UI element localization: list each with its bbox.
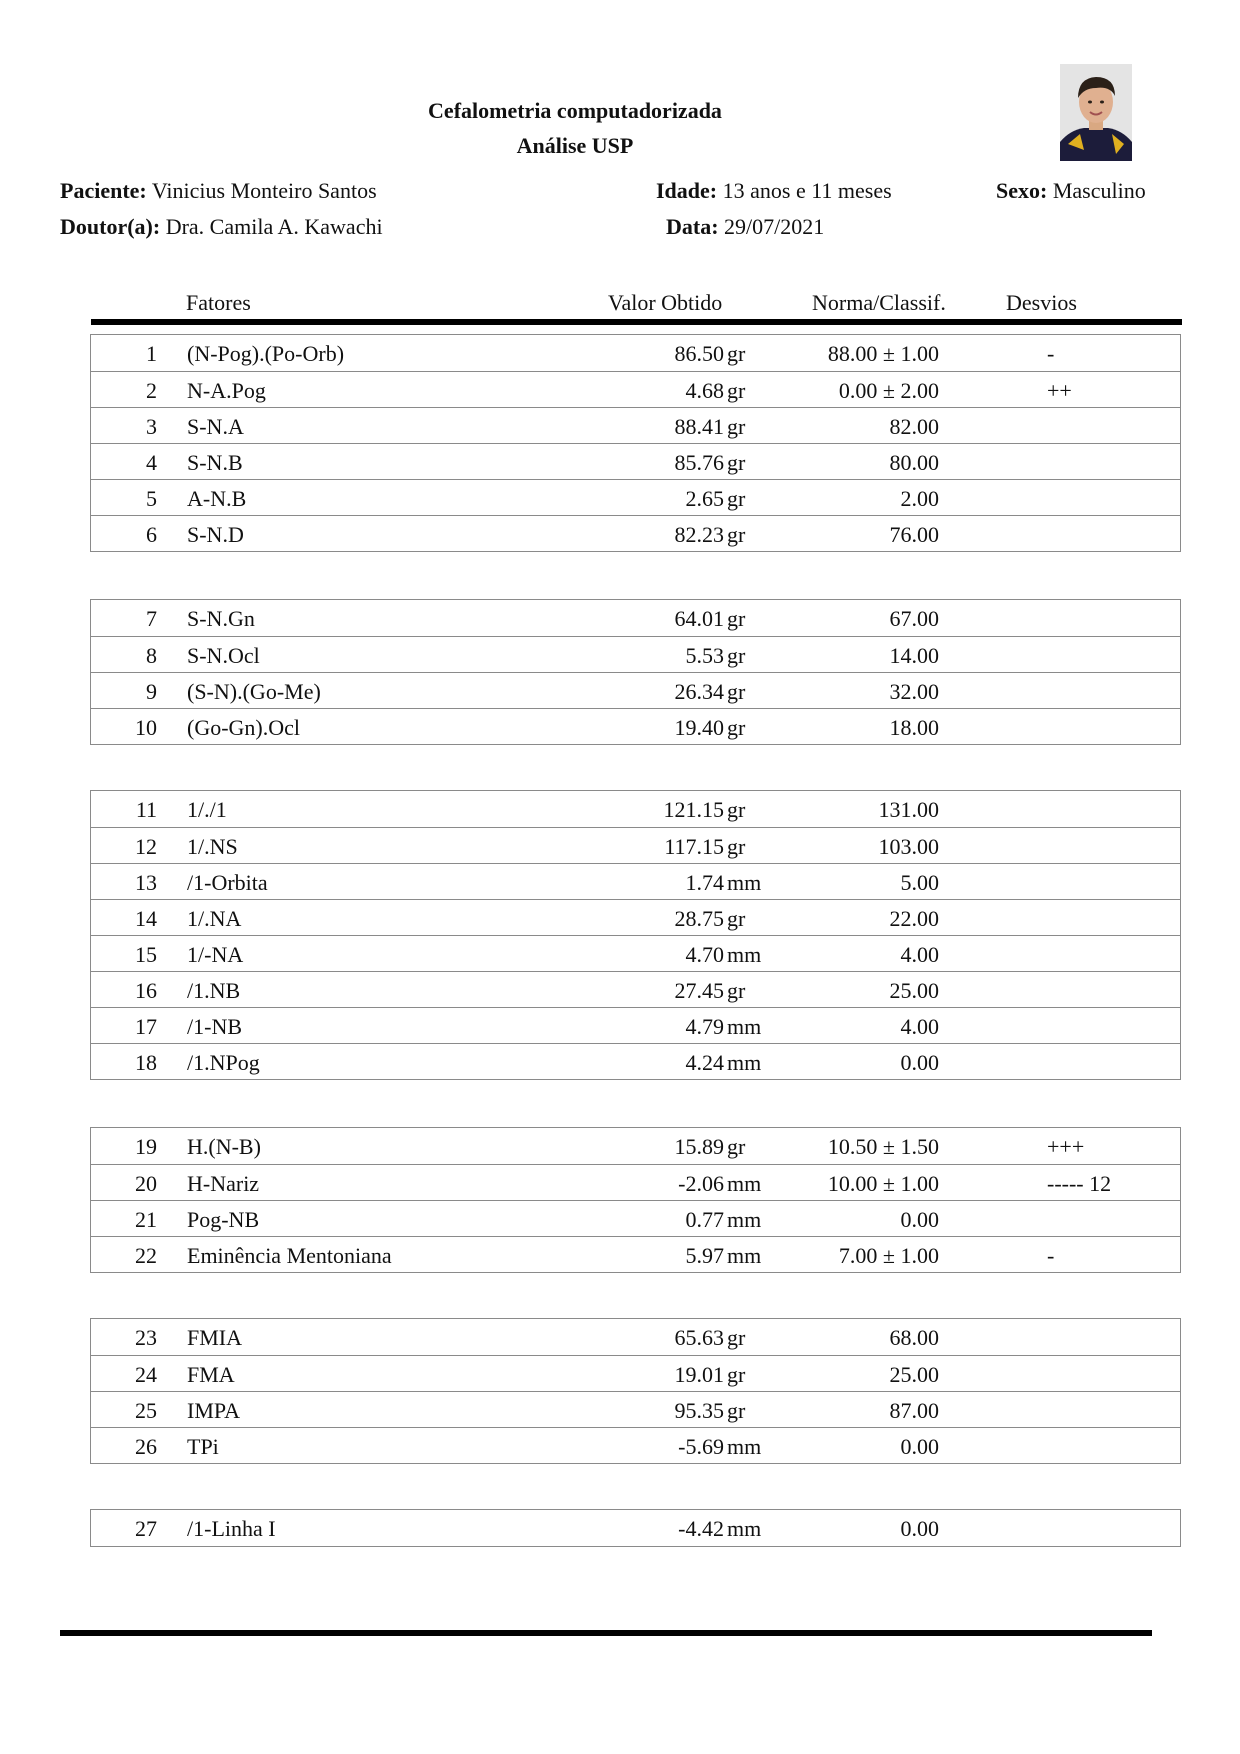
norm-value: 4.00 — [900, 1014, 939, 1039]
obtained-value: -5.69 — [678, 1434, 724, 1459]
norm-value: 14.00 — [889, 643, 939, 668]
table-row — [91, 371, 1180, 407]
norm-value: 2.00 — [900, 486, 939, 511]
factor-name: A-N.B — [187, 486, 247, 511]
row-number: 11 — [135, 797, 157, 822]
obtained-value: 95.35 — [674, 1398, 724, 1423]
factor-name: TPi — [187, 1434, 219, 1459]
factor-name: Pog-NB — [187, 1207, 260, 1232]
obtained-value: 27.45 — [674, 978, 724, 1003]
obtained-value: 121.15 — [663, 797, 724, 822]
results-group — [90, 1509, 1181, 1547]
factor-name: H-Nariz — [187, 1171, 260, 1196]
factor-name: H.(N-B) — [187, 1134, 261, 1159]
results-group — [90, 1318, 1181, 1464]
obtained-value: 19.01 — [674, 1362, 724, 1387]
results-group — [90, 334, 1181, 552]
table-row — [91, 1007, 1180, 1043]
row-number: 16 — [135, 978, 157, 1003]
table-row — [91, 479, 1180, 515]
norm-value: 103.00 — [878, 834, 939, 859]
row-number: 19 — [135, 1134, 157, 1159]
norm-value: 10.50 ± 1.50 — [827, 1134, 939, 1159]
value-unit: gr — [727, 606, 746, 631]
row-number: 6 — [146, 522, 157, 547]
table-row — [91, 335, 1180, 371]
sex-value: Masculino — [1052, 178, 1146, 203]
obtained-value: -2.06 — [678, 1171, 724, 1196]
table-row — [91, 791, 1180, 827]
table-row — [91, 443, 1180, 479]
table-row — [91, 515, 1180, 551]
value-unit: gr — [727, 1398, 746, 1423]
table-row — [91, 672, 1180, 708]
row-number: 2 — [146, 378, 157, 403]
factor-name: Eminência Mentoniana — [187, 1243, 392, 1268]
table-row — [91, 1128, 1180, 1164]
factor-name: FMA — [187, 1362, 235, 1387]
value-unit: mm — [727, 1516, 762, 1541]
norm-value: 0.00 — [900, 1207, 939, 1232]
norm-value: 80.00 — [889, 450, 939, 475]
row-number: 21 — [135, 1207, 157, 1232]
factor-name: /1-NB — [187, 1014, 242, 1039]
age-label: Idade: — [656, 178, 718, 203]
factor-name: /1-Orbita — [187, 870, 268, 895]
norm-value: 18.00 — [889, 715, 939, 740]
patient-name-field — [60, 178, 377, 204]
value-unit: gr — [727, 679, 746, 704]
table-row — [91, 1236, 1180, 1272]
value-unit: mm — [727, 1243, 762, 1268]
table-row — [91, 827, 1180, 863]
results-group — [90, 599, 1181, 745]
obtained-value: 65.63 — [674, 1325, 724, 1350]
age-value: 13 anos e 11 meses — [722, 178, 892, 203]
row-number: 9 — [146, 679, 157, 704]
obtained-value: -4.42 — [678, 1516, 724, 1541]
obtained-value: 117.15 — [664, 834, 724, 859]
value-unit: mm — [727, 1014, 762, 1039]
factor-name: 1/.NA — [187, 906, 242, 931]
table-row — [91, 1043, 1180, 1079]
row-number: 22 — [135, 1243, 157, 1268]
row-number: 15 — [135, 942, 157, 967]
value-unit: gr — [727, 378, 746, 403]
doctor-field — [60, 214, 383, 240]
results-group — [90, 1127, 1181, 1273]
norm-value: 87.00 — [889, 1398, 939, 1423]
age-field — [656, 178, 892, 204]
obtained-value: 64.01 — [674, 606, 724, 631]
value-unit: gr — [727, 1362, 746, 1387]
obtained-value: 5.53 — [685, 643, 724, 668]
value-unit: mm — [727, 1207, 762, 1232]
value-unit: mm — [727, 942, 762, 967]
row-number: 8 — [146, 643, 157, 668]
footer-divider — [60, 1630, 1152, 1636]
table-row — [91, 971, 1180, 1007]
norm-value: 68.00 — [889, 1325, 939, 1350]
factor-name: /1.NB — [187, 978, 241, 1003]
column-header-norm: Norma/Classif. — [812, 290, 946, 315]
value-unit: gr — [727, 715, 746, 740]
row-number: 20 — [135, 1171, 157, 1196]
table-row — [91, 863, 1180, 899]
value-unit: mm — [727, 1050, 762, 1075]
results-group — [90, 790, 1181, 1080]
sex-label: Sexo: — [996, 178, 1048, 203]
value-unit: gr — [727, 834, 746, 859]
table-row — [91, 708, 1180, 744]
row-number: 5 — [146, 486, 157, 511]
row-number: 18 — [135, 1050, 157, 1075]
date-value: 29/07/2021 — [724, 214, 825, 239]
table-row — [91, 1391, 1180, 1427]
value-unit: gr — [727, 797, 746, 822]
norm-value: 10.00 ± 1.00 — [827, 1171, 939, 1196]
patient-name-label: Paciente: — [60, 178, 147, 203]
deviation-marker: - — [1047, 341, 1055, 366]
table-row — [91, 935, 1180, 971]
factor-name: S-N.A — [187, 414, 244, 439]
obtained-value: 2.65 — [685, 486, 724, 511]
table-row — [91, 1427, 1180, 1463]
table-row — [91, 407, 1180, 443]
factor-name: (Go-Gn).Ocl — [187, 715, 301, 740]
norm-value: 32.00 — [889, 679, 939, 704]
norm-value: 0.00 — [900, 1434, 939, 1459]
row-number: 4 — [146, 450, 157, 475]
row-number: 14 — [135, 906, 157, 931]
factor-name: S-N.Gn — [187, 606, 255, 631]
obtained-value: 86.50 — [674, 341, 724, 366]
norm-value: 0.00 — [900, 1050, 939, 1075]
obtained-value: 15.89 — [674, 1134, 724, 1159]
column-header-factors: Fatores — [186, 290, 251, 315]
column-header-value: Valor Obtido — [608, 290, 723, 315]
row-number: 25 — [135, 1398, 157, 1423]
value-unit: gr — [727, 643, 746, 668]
factor-name: 1/.NS — [187, 834, 238, 859]
deviation-marker: ----- 12 — [1047, 1171, 1112, 1196]
row-number: 26 — [135, 1434, 157, 1459]
table-row — [91, 1319, 1180, 1355]
factor-name: 1/./1 — [187, 797, 227, 822]
patient-name: Vinicius Monteiro Santos — [151, 178, 377, 203]
table-row — [91, 1355, 1180, 1391]
row-number: 10 — [135, 715, 157, 740]
norm-value: 7.00 ± 1.00 — [838, 1243, 939, 1268]
norm-value: 5.00 — [900, 870, 939, 895]
obtained-value: 5.97 — [685, 1243, 724, 1268]
obtained-value: 19.40 — [674, 715, 724, 740]
date-label: Data: — [666, 214, 719, 239]
doctor-name: Dra. Camila A. Kawachi — [165, 214, 383, 239]
deviation-marker: +++ — [1047, 1134, 1085, 1159]
obtained-value: 28.75 — [674, 906, 724, 931]
value-unit: mm — [727, 1171, 762, 1196]
value-unit: mm — [727, 1434, 762, 1459]
header-divider — [91, 319, 1182, 325]
factor-name: S-N.B — [187, 450, 243, 475]
table-row — [91, 1164, 1180, 1200]
obtained-value: 4.79 — [685, 1014, 724, 1039]
deviation-marker: ++ — [1047, 378, 1072, 403]
value-unit: gr — [727, 906, 746, 931]
table-row — [91, 636, 1180, 672]
date-field — [666, 214, 824, 240]
row-number: 1 — [146, 341, 157, 366]
norm-value: 67.00 — [889, 606, 939, 631]
row-number: 27 — [135, 1516, 157, 1541]
column-header-deviations: Desvios — [1006, 290, 1077, 315]
obtained-value: 4.24 — [685, 1050, 724, 1075]
norm-value: 25.00 — [889, 978, 939, 1003]
obtained-value: 85.76 — [674, 450, 724, 475]
value-unit: gr — [727, 1325, 746, 1350]
row-number: 13 — [135, 870, 157, 895]
report-subtitle: Análise USP — [516, 133, 634, 158]
obtained-value: 0.77 — [685, 1207, 724, 1232]
factor-name: S-N.Ocl — [187, 643, 260, 668]
row-number: 3 — [146, 414, 157, 439]
deviation-marker: - — [1047, 1243, 1055, 1268]
obtained-value: 1.74 — [685, 870, 724, 895]
report-title: Cefalometria computadorizada — [428, 98, 722, 123]
factor-name: IMPA — [187, 1398, 240, 1423]
table-row — [91, 1510, 1180, 1546]
factor-name: /1.NPog — [187, 1050, 260, 1075]
norm-value: 22.00 — [889, 906, 939, 931]
norm-value: 88.00 ± 1.00 — [827, 341, 939, 366]
patient-photo — [1060, 64, 1132, 161]
row-number: 24 — [135, 1362, 157, 1387]
norm-value: 76.00 — [889, 522, 939, 547]
value-unit: gr — [727, 1134, 746, 1159]
value-unit: gr — [727, 414, 746, 439]
factor-name: S-N.D — [187, 522, 244, 547]
obtained-value: 88.41 — [674, 414, 724, 439]
factor-name: /1-Linha I — [187, 1516, 276, 1541]
obtained-value: 26.34 — [674, 679, 724, 704]
obtained-value: 82.23 — [674, 522, 724, 547]
value-unit: mm — [727, 870, 762, 895]
factor-name: (S-N).(Go-Me) — [187, 679, 321, 704]
value-unit: gr — [727, 450, 746, 475]
factor-name: (N-Pog).(Po-Orb) — [187, 341, 345, 366]
table-row — [91, 600, 1180, 636]
doctor-label: Doutor(a): — [60, 214, 161, 239]
norm-value: 0.00 — [900, 1516, 939, 1541]
value-unit: gr — [727, 341, 746, 366]
row-number: 17 — [135, 1014, 157, 1039]
norm-value: 0.00 ± 2.00 — [838, 378, 939, 403]
norm-value: 131.00 — [878, 797, 939, 822]
norm-value: 25.00 — [889, 1362, 939, 1387]
norm-value: 4.00 — [900, 942, 939, 967]
value-unit: gr — [727, 522, 746, 547]
obtained-value: 4.68 — [685, 378, 724, 403]
norm-value: 82.00 — [889, 414, 939, 439]
value-unit: gr — [727, 978, 746, 1003]
row-number: 12 — [135, 834, 157, 859]
table-row — [91, 899, 1180, 935]
row-number: 23 — [135, 1325, 157, 1350]
obtained-value: 4.70 — [685, 942, 724, 967]
row-number: 7 — [146, 606, 157, 631]
table-row — [91, 1200, 1180, 1236]
factor-name: 1/-NA — [187, 942, 244, 967]
sex-field — [996, 178, 1146, 204]
factor-name: N-A.Pog — [187, 378, 266, 403]
factor-name: FMIA — [187, 1325, 243, 1350]
value-unit: gr — [727, 486, 746, 511]
